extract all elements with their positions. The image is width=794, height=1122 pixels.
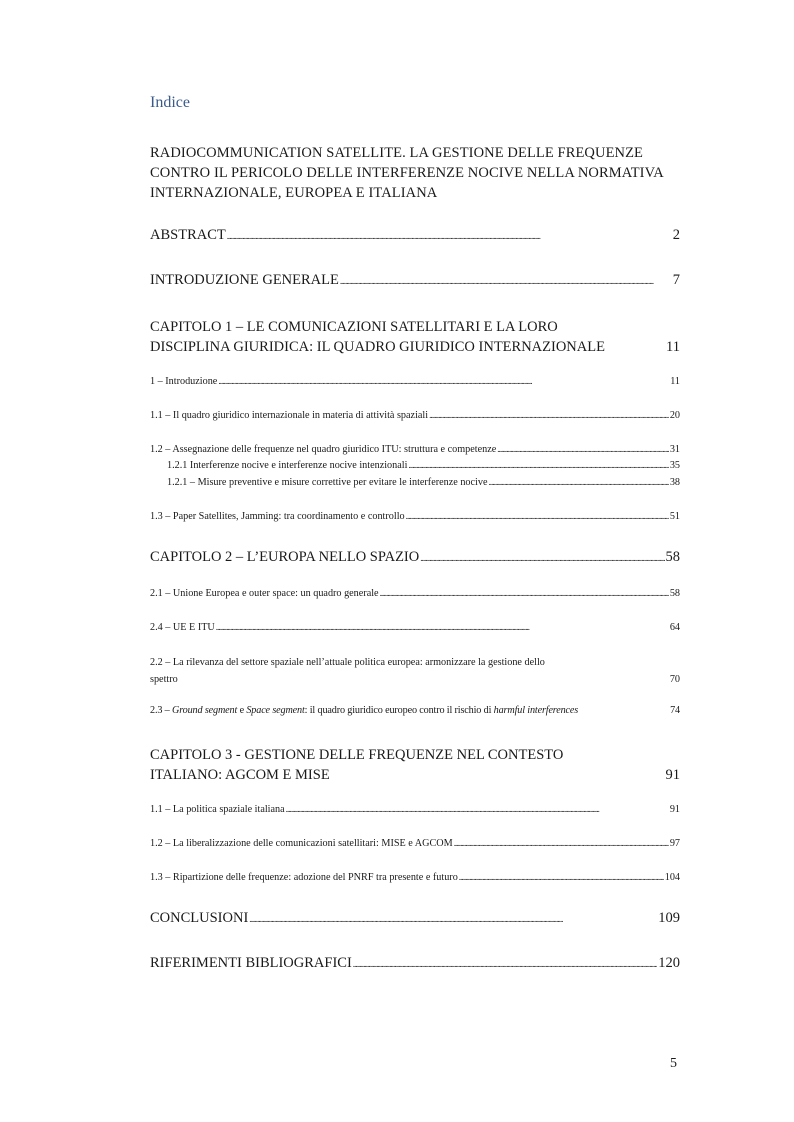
toc-entry-introduzione[interactable]: [150, 272, 680, 289]
toc-entry-capitolo-3[interactable]: [150, 745, 680, 785]
toc-page: 104: [664, 872, 680, 883]
toc-page: 70: [669, 674, 680, 685]
toc-label: 1.2 – La liberalizzazione delle comunicazioni satellitari: MISE e AGCOM: [150, 838, 453, 849]
dot-leader: [218, 376, 669, 387]
dot-leader: [459, 872, 664, 883]
toc-entry-1-1[interactable]: [150, 410, 680, 421]
toc-page: 11: [670, 376, 680, 387]
toc-label: 1.1 – La politica spaziale italiana: [150, 804, 285, 815]
toc-page: 58: [669, 588, 680, 599]
toc-entry-2-3[interactable]: [150, 705, 680, 716]
dot-leader: [249, 910, 657, 927]
toc-entry-2-1[interactable]: [150, 588, 680, 599]
toc-label: 1.1 – Il quadro giuridico internazionale in materia di attività spaziali: [150, 410, 429, 421]
toc-entry-3-3[interactable]: [150, 872, 680, 883]
dot-leader: [406, 511, 669, 522]
toc-page: 109: [658, 910, 680, 926]
toc-label: INTRODUZIONE GENERALE: [150, 272, 339, 288]
dot-leader: [227, 227, 672, 244]
dot-leader: [429, 410, 669, 421]
toc-label-line1: 2.2 – La rilevanza del settore spaziale nell’attuale politica europea: armonizzare la gestione dello: [150, 657, 545, 668]
toc-label: 1.3 – Ripartizione delle frequenze: adozione del PNRF tra presente e futuro: [150, 872, 458, 883]
toc-label: ABSTRACT: [150, 227, 226, 243]
dot-leader: [497, 444, 669, 455]
page-number: 5: [670, 1056, 677, 1071]
toc-label: 2.3 – Ground segment e Space segment: il quadro giuridico europeo contro il rischio di harmful interferences: [150, 705, 579, 716]
toc-entry-capitolo-1[interactable]: [150, 317, 680, 357]
toc-label: 1.3 – Paper Satellites, Jamming: tra coordinamento e controllo: [150, 511, 405, 522]
dot-leader: [488, 477, 668, 488]
toc-page: 97: [669, 838, 680, 849]
toc-label-line2: spettro: [150, 674, 178, 685]
toc-page: 2: [672, 227, 680, 243]
dot-leader: [340, 272, 672, 289]
toc-label-line1: CAPITOLO 3 - GESTIONE DELLE FREQUENZE NEL CONTESTO: [150, 747, 564, 763]
toc-label: CAPITOLO 2 – L’EUROPA NELLO SPAZIO: [150, 549, 420, 565]
index-heading: Indice: [150, 94, 190, 111]
toc-entry-1-2-1b[interactable]: [167, 477, 680, 488]
toc-entry-1-3[interactable]: [150, 511, 680, 522]
toc-page: 58: [665, 549, 680, 565]
toc-label-line2: ITALIANO: AGCOM E MISE: [150, 767, 330, 783]
toc-entry-2-4[interactable]: [150, 622, 680, 633]
toc-page: 64: [669, 622, 680, 633]
toc-label: 2.4 – UE E ITU: [150, 622, 215, 633]
toc-label: CONCLUSIONI: [150, 910, 249, 926]
toc-page: 7: [672, 272, 680, 288]
dot-leader: [380, 588, 669, 599]
toc-page: 11: [666, 339, 680, 355]
toc-label: 1.2 – Assegnazione delle frequenze nel quadro giuridico ITU: struttura e competenze: [150, 444, 497, 455]
toc-page: 20: [669, 410, 680, 421]
toc-page: 74: [670, 705, 680, 716]
toc-page: 91: [665, 767, 680, 783]
toc-page: 38: [669, 477, 680, 488]
toc-label: 2.1 – Unione Europea e outer space: un quadro generale: [150, 588, 379, 599]
dot-leader: [420, 549, 664, 566]
dot-leader: [353, 955, 657, 972]
toc-label-line2: DISCIPLINA GIURIDICA: IL QUADRO GIURIDICO INTERNAZIONALE: [150, 339, 605, 355]
italic-term: harmful interferences: [493, 705, 579, 716]
dot-leader: [408, 460, 668, 471]
toc-page: 31: [669, 444, 680, 455]
toc-entry-conclusioni[interactable]: [150, 910, 680, 927]
toc-page: 120: [658, 955, 680, 971]
toc-label: 1.2.1 – Misure preventive e misure correttive per evitare le interferenze nocive: [167, 477, 488, 488]
toc-label: 1 – Introduzione: [150, 376, 218, 387]
italic-term: Ground segment: [172, 705, 238, 716]
toc-entry-riferimenti[interactable]: [150, 955, 680, 972]
toc-entry-abstract[interactable]: [150, 227, 680, 244]
toc-label-line1: CAPITOLO 1 – LE COMUNICAZIONI SATELLITARI E LA LORO: [150, 319, 558, 335]
toc-entry-1-2-1a[interactable]: [167, 460, 680, 471]
toc-entry-1-2[interactable]: [150, 444, 680, 455]
toc-entry-capitolo-2[interactable]: [150, 549, 680, 566]
toc-label: 1.2.1 Interferenze nocive e interferenze nocive intenzionali: [167, 460, 408, 471]
toc-page: 51: [669, 511, 680, 522]
dot-leader: [286, 804, 669, 815]
italic-term: Space segment: [246, 705, 305, 716]
toc-entry-2-2[interactable]: [150, 654, 680, 688]
toc-entry-3-1[interactable]: [150, 804, 680, 815]
toc-entry-1[interactable]: [150, 376, 680, 387]
toc-label: RIFERIMENTI BIBLIOGRAFICI: [150, 955, 352, 971]
dot-leader: [454, 838, 669, 849]
thesis-title: RADIOCOMMUNICATION SATELLITE. LA GESTIONE DELLE FREQUENZE CONTRO IL PERICOLO DELLE INTERFERENZE NOCIVE NELLA NORMATIVA INTERNAZIONALE, EUROPEA E ITALIANA: [150, 145, 664, 201]
toc-entry-3-2[interactable]: [150, 838, 680, 849]
dot-leader: [216, 622, 669, 633]
toc-page: 91: [669, 804, 680, 815]
toc-page: 35: [669, 460, 680, 471]
